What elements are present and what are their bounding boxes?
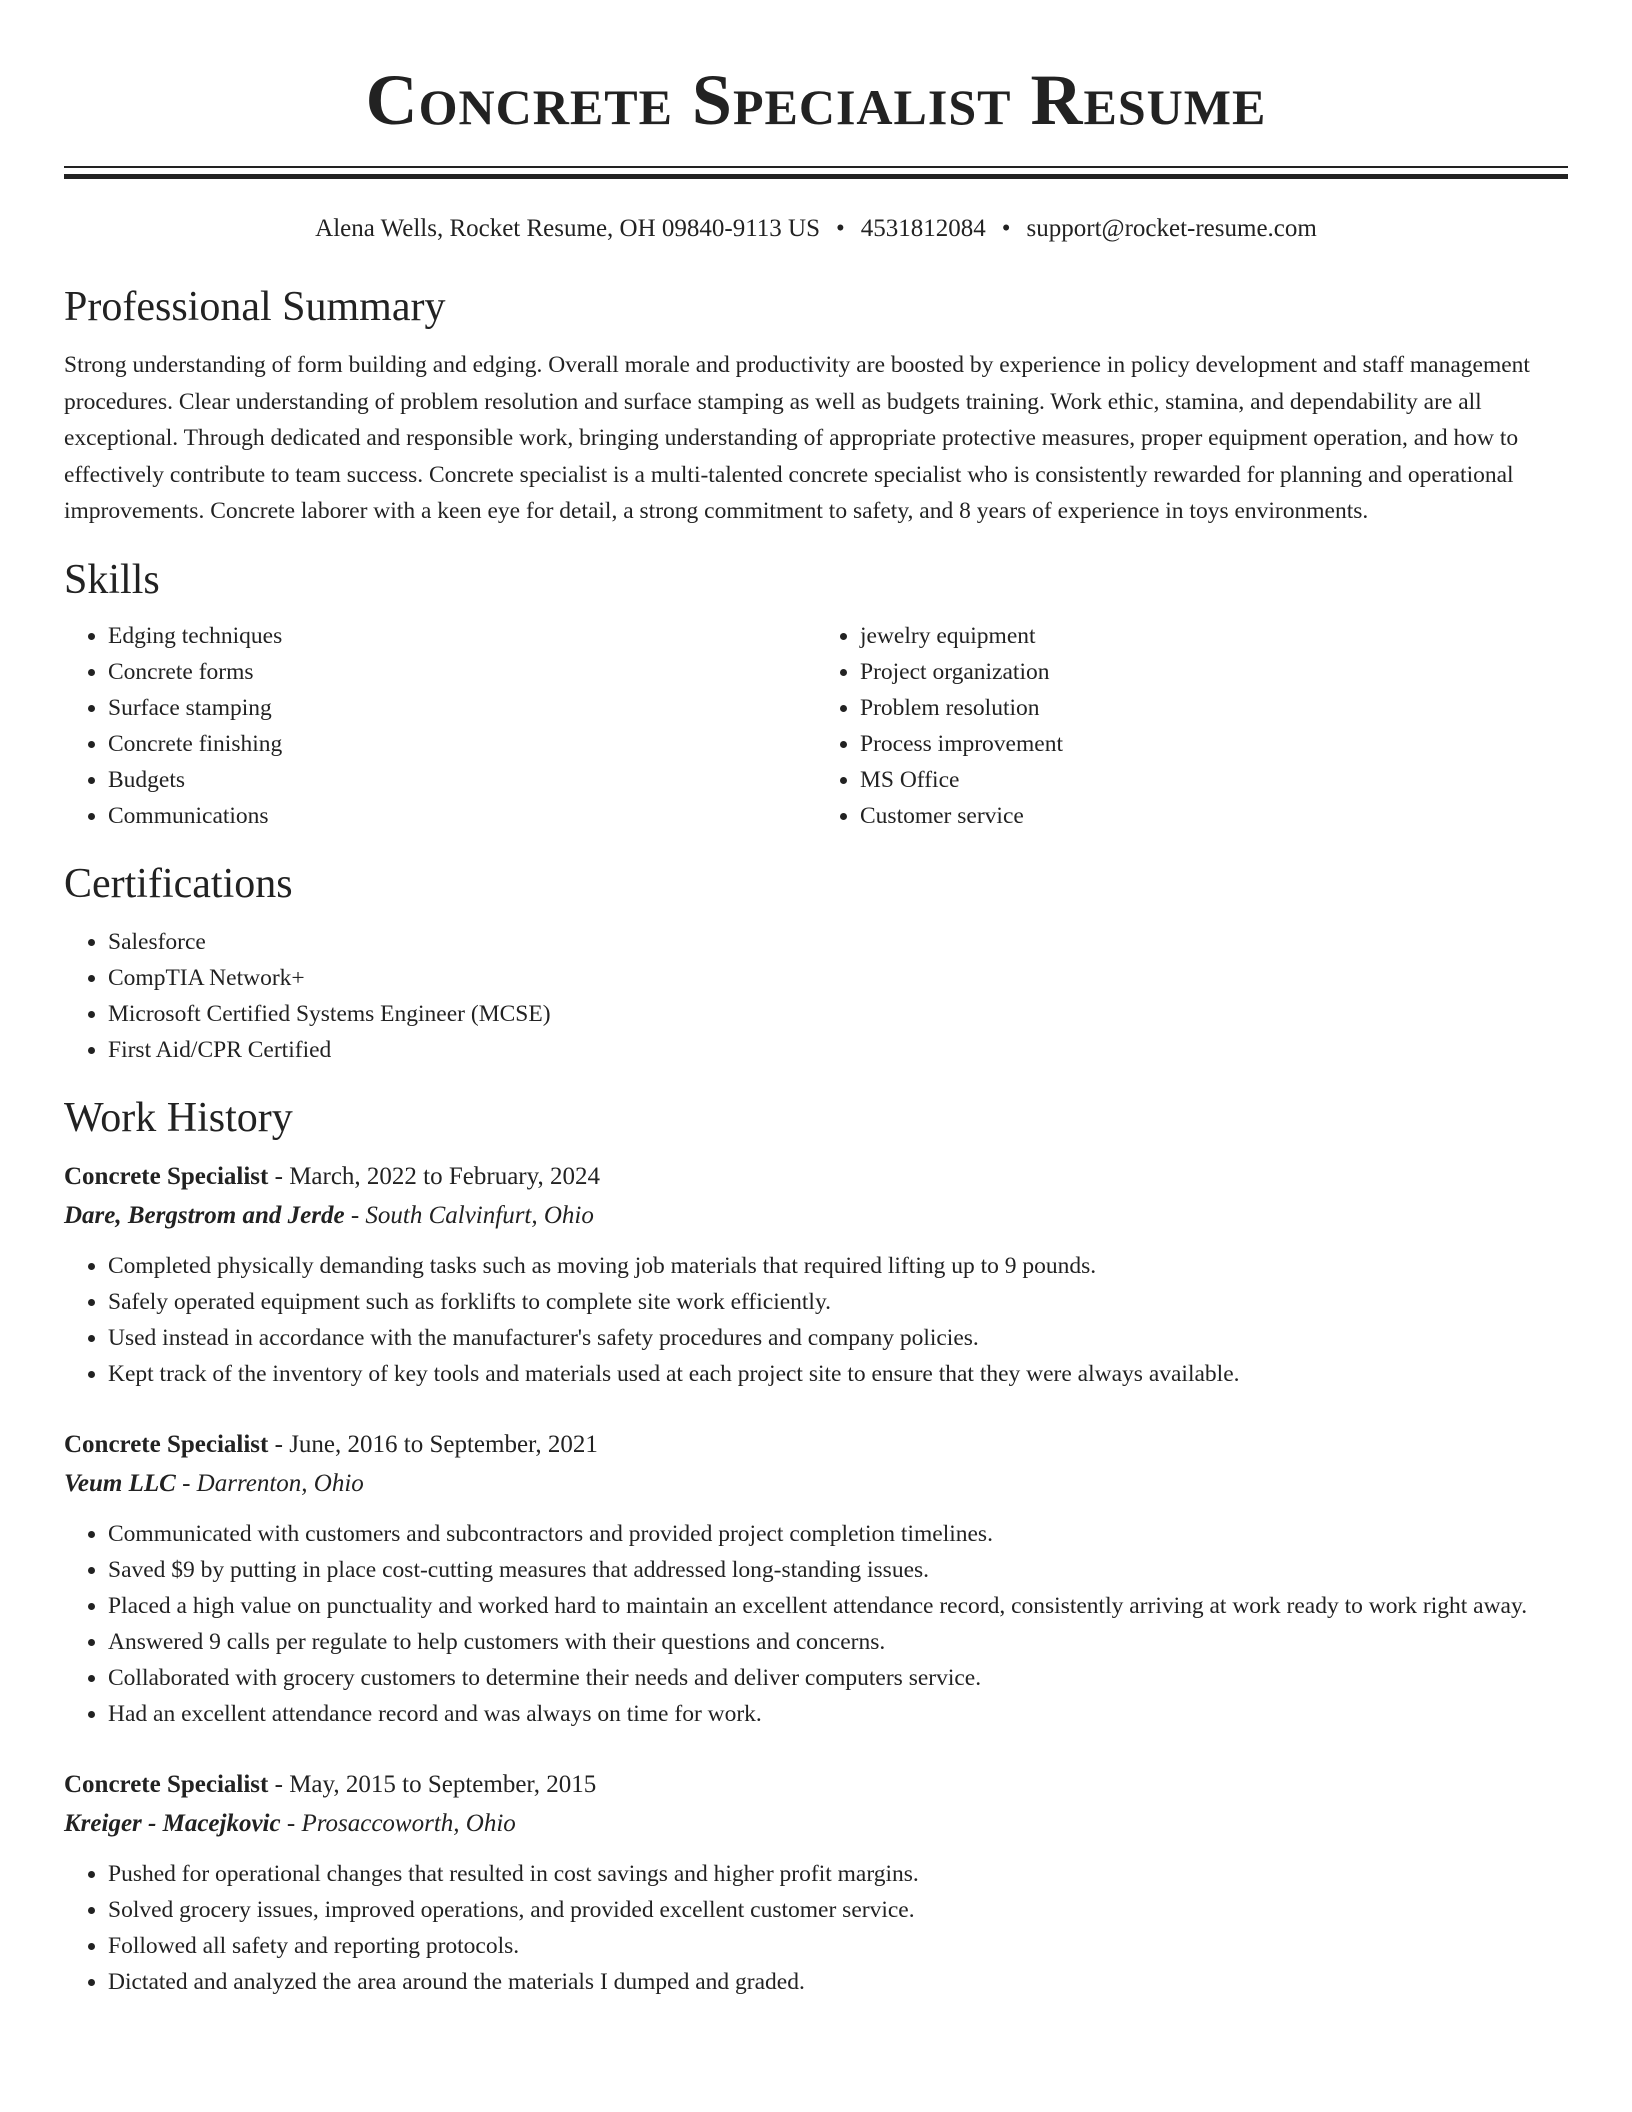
job-bullet: • Communicated with customers and subcontractors and provided project completion timelines. — [108, 1516, 1568, 1552]
certification-item: • First Aid/CPR Certified — [108, 1032, 1568, 1068]
skill-item: • Communications — [108, 798, 816, 834]
skill-item: • Customer service — [860, 798, 1568, 834]
contact-separator: • — [1001, 215, 1011, 242]
skill-item: • Process improvement — [860, 726, 1568, 762]
job-entry — [64, 1158, 1568, 1392]
job-company-line: Dare, Bergstrom and Jerde - South Calvinfurt, Ohio — [64, 1201, 594, 1229]
work-history-section — [64, 1092, 1568, 2000]
skills-list-left — [64, 618, 816, 834]
job-title-line: Concrete Specialist - May, 2015 to September, 2015 — [64, 1770, 597, 1798]
job-role: Concrete Specialist — [64, 1430, 269, 1458]
skill-item: • Edging techniques — [108, 618, 816, 654]
job-company: Kreiger - Macejkovic — [64, 1809, 281, 1837]
job-role: Concrete Specialist — [64, 1770, 269, 1798]
job-bullet: • Solved grocery issues, improved operations, and provided excellent customer service. — [108, 1892, 1568, 1928]
job-bullet: • Completed physically demanding tasks such as moving job materials that required lifting up to 9 pounds. — [108, 1248, 1568, 1284]
job-bullet: • Safely operated equipment such as forklifts to complete site work efficiently. — [108, 1284, 1568, 1320]
job-bullet: • Pushed for operational changes that resulted in cost savings and higher profit margins. — [108, 1856, 1568, 1892]
certifications-list — [64, 924, 1568, 1068]
certification-item: • CompTIA Network+ — [108, 960, 1568, 996]
job-bullet: • Used instead in accordance with the manufacturer's safety procedures and company policies. — [108, 1320, 1568, 1356]
contact-separator: • — [836, 215, 845, 242]
skill-item: • Budgets — [108, 762, 816, 798]
job-dates: May, 2015 to September, 2015 — [289, 1770, 597, 1798]
contact-address: Alena Wells, Rocket Resume, OH 09840-9113 US — [315, 215, 821, 242]
job-bullet: • Saved $9 by putting in place cost-cutting measures that addressed long-standing issues. — [108, 1552, 1568, 1588]
job-location: Darrenton, Ohio — [196, 1469, 364, 1497]
certification-item: • Microsoft Certified Systems Engineer (MCSE) — [108, 996, 1568, 1032]
job-company-line: Kreiger - Macejkovic - Prosaccoworth, Ohio — [64, 1809, 516, 1837]
job-dates: June, 2016 to September, 2021 — [289, 1430, 598, 1458]
job-role: Concrete Specialist — [64, 1162, 269, 1190]
job-location: Prosaccoworth, Ohio — [301, 1809, 516, 1837]
skill-item: • jewelry equipment — [860, 618, 1568, 654]
skills-heading: Skills — [64, 556, 160, 603]
job-location: South Calvinfurt, Ohio — [365, 1201, 594, 1229]
job-title-line: Concrete Specialist - March, 2022 to February, 2024 — [64, 1162, 601, 1190]
job-dates: March, 2022 to February, 2024 — [289, 1162, 601, 1190]
job-bullet: • Placed a high value on punctuality and worked hard to maintain an excellent attendance record, consistently arriving at work ready to work right away. — [108, 1588, 1568, 1624]
job-bullets — [64, 1248, 1568, 1392]
job-company: Veum LLC — [64, 1469, 176, 1497]
summary-section — [64, 281, 1568, 530]
job-entry — [64, 1766, 1568, 2000]
skill-item: • MS Office — [860, 762, 1568, 798]
skill-item: • Surface stamping — [108, 690, 816, 726]
work-history-heading: Work History — [64, 1094, 293, 1141]
skill-item: • Project organization — [860, 654, 1568, 690]
skills-section — [64, 554, 1568, 834]
job-entry — [64, 1426, 1568, 1732]
job-bullets — [64, 1516, 1568, 1732]
summary-heading: Professional Summary — [64, 284, 446, 330]
job-company: Dare, Bergstrom and Jerde — [64, 1201, 345, 1229]
job-bullet: • Collaborated with grocery customers to determine their needs and deliver computers service. — [108, 1660, 1568, 1696]
skills-grid — [64, 618, 1568, 834]
job-bullet: • Followed all safety and reporting protocols. — [108, 1928, 1568, 1964]
job-bullet: • Kept track of the inventory of key tools and materials used at each project site to ensure that they were always available. — [108, 1356, 1568, 1392]
contact-phone: 4531812084 — [860, 215, 986, 242]
contact-line — [64, 213, 1568, 245]
certifications-section — [64, 858, 1568, 1068]
certification-item: • Salesforce — [108, 924, 1568, 960]
resume-title: Concrete Specialist Resume — [365, 60, 1267, 140]
certifications-heading: Certifications — [64, 860, 293, 907]
contact-email: support@rocket-resume.com — [1026, 215, 1317, 242]
title-divider-thin — [64, 166, 1568, 168]
job-bullet: • Answered 9 calls per regulate to help customers with their questions and concerns. — [108, 1624, 1568, 1660]
skill-item: • Concrete forms — [108, 654, 816, 690]
summary-text: Strong understanding of form building and edging. Overall morale and productivity are boosted by experience in policy development and staff management procedures. Clear understanding of problem resolution and surface stamping as well as budgets training. Work ethic, stamina, and dependability are all exceptional. Through dedicated and responsible work, bringing understanding of appropriate protective measures, proper equipment operation, and how to effectively contribute to team success. Concrete specialist is a multi-talented concrete specialist who is consistently rewarded for planning and operational improvements. Concrete laborer with a keen eye for detail, a strong commitment to safety, and 8 years of experience in toys environments. — [64, 352, 1530, 524]
job-bullet: • Dictated and analyzed the area around the materials I dumped and graded. — [108, 1964, 1568, 2000]
title-divider-thick — [64, 174, 1568, 179]
skills-list-right — [816, 618, 1568, 834]
skill-item: • Concrete finishing — [108, 726, 816, 762]
job-bullets — [64, 1856, 1568, 2000]
job-company-line: Veum LLC - Darrenton, Ohio — [64, 1469, 364, 1497]
job-title-line: Concrete Specialist - June, 2016 to September, 2021 — [64, 1430, 598, 1458]
skill-item: • Problem resolution — [860, 690, 1568, 726]
job-bullet: • Had an excellent attendance record and was always on time for work. — [108, 1696, 1568, 1732]
